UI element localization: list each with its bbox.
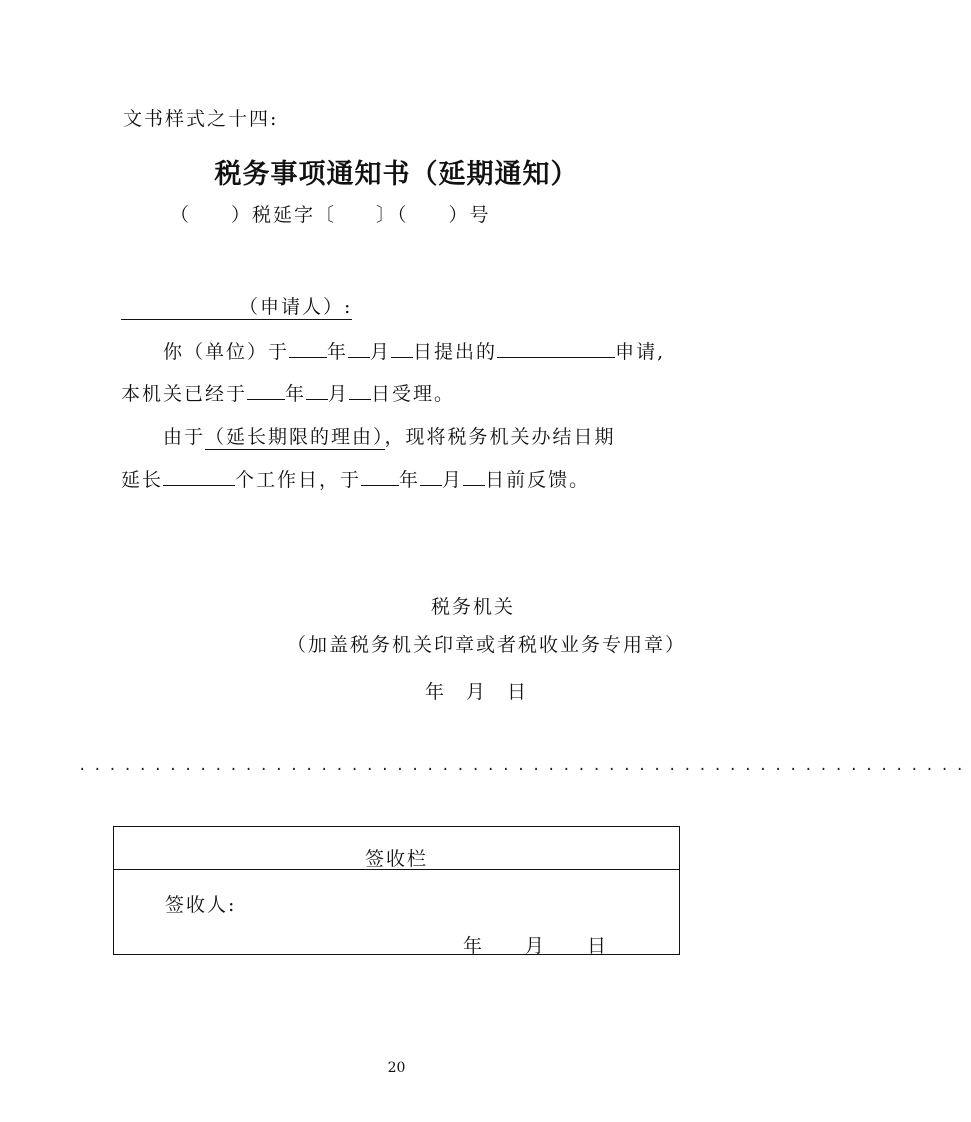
extension-reason-field: （延长期限的理由） [205, 426, 385, 448]
date-month: 月 [525, 935, 547, 957]
text-segment: ，现将税务机关办结日期 [384, 426, 616, 448]
addressee-field [121, 296, 352, 320]
dotted-separator: ........................................................... [78, 758, 971, 774]
date-day: 日 [587, 935, 609, 957]
text-segment: 月 [370, 341, 392, 363]
blank-day [349, 380, 371, 400]
text-segment: 月 [328, 383, 350, 405]
form-style-label: 文书样式之十四: [123, 108, 279, 130]
paragraph-accepted-date [121, 379, 455, 406]
blank-year [361, 466, 399, 486]
seal-note: （加盖税务机关印章或者税收业务专用章） [287, 634, 687, 656]
paragraph-application-date [163, 337, 665, 364]
blank-application-type [497, 338, 615, 358]
signer-label: 签收人: [165, 894, 237, 916]
text-segment: 延长 [121, 469, 164, 491]
blank-year [247, 380, 285, 400]
doc-number-part: ）号 [448, 204, 491, 226]
doc-number-part: （ [170, 204, 192, 226]
paragraph-extension-days [121, 465, 590, 492]
blank-month [306, 380, 328, 400]
doc-number-part: ）税延字〔 [231, 204, 337, 226]
blank-month [420, 466, 442, 486]
blank-working-days [163, 466, 235, 486]
date-year: 年 [463, 935, 485, 957]
blank-month [348, 338, 370, 358]
doc-number-part: 〕（ [376, 204, 409, 226]
blank-year [289, 338, 327, 358]
text-segment: 个工作日，于 [235, 469, 362, 491]
blank-day [391, 338, 413, 358]
tax-authority-label: 税务机关 [431, 596, 516, 618]
signature-date [425, 677, 528, 704]
text-segment: 申请, [615, 341, 666, 363]
text-segment: 年 [285, 383, 307, 405]
blank-day [463, 466, 485, 486]
receipt-date [463, 931, 608, 958]
date-year: 年 [425, 681, 447, 703]
text-segment: 月 [442, 469, 464, 491]
receipt-section [113, 826, 680, 955]
text-segment: 由于 [163, 426, 206, 448]
text-segment: 日提出的 [413, 341, 498, 363]
text-segment: 年 [327, 341, 349, 363]
page-number: 20 [387, 1060, 406, 1076]
addressee-line [121, 292, 352, 319]
document-title: 税务事项通知书（延期通知） [214, 159, 579, 190]
document-number [170, 200, 491, 227]
text-segment: 日前反馈。 [485, 469, 591, 491]
text-segment: 日受理。 [371, 383, 456, 405]
date-month: 月 [466, 681, 488, 703]
paragraph-extension-reason [163, 422, 616, 449]
addressee-suffix: （申请人）: [239, 296, 353, 318]
text-segment: 年 [399, 469, 421, 491]
date-day: 日 [507, 681, 529, 703]
text-segment: 本机关已经于 [121, 383, 248, 405]
text-segment: 你（单位）于 [163, 341, 290, 363]
receipt-header-row [114, 827, 679, 870]
receipt-title: 签收栏 [364, 848, 428, 870]
